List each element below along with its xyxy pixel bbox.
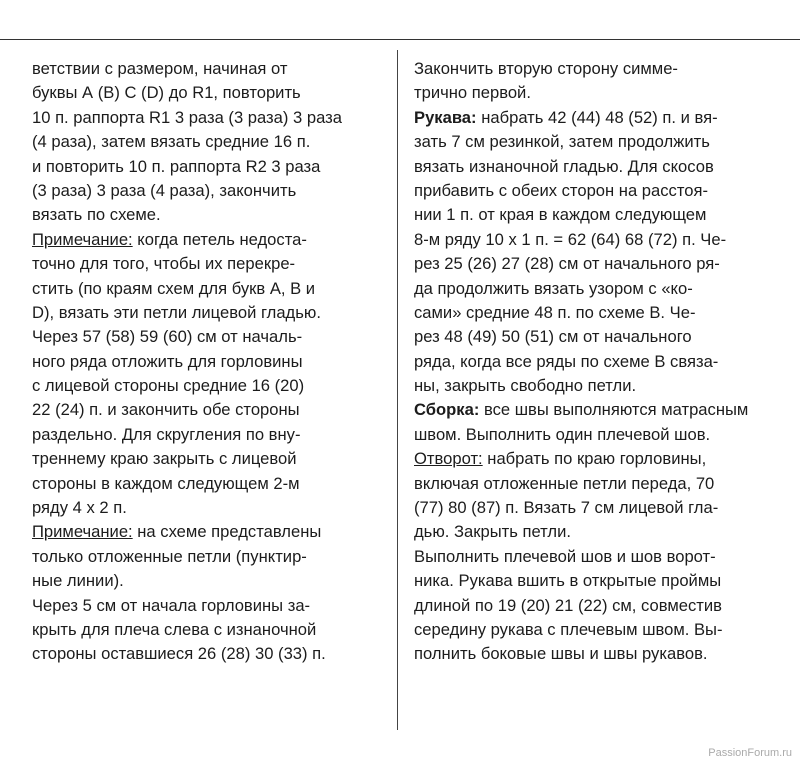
- text-line: D), вязать эти петли лицевой гладью.: [32, 302, 321, 322]
- section-heading: Рукава:: [414, 107, 477, 127]
- text-line: стороны в каждом следующем 2-м: [32, 473, 300, 493]
- text-line: Выполнить плечевой шов и шов ворот-: [414, 546, 716, 566]
- text-line: швом. Выполнить один плечевой шов.: [414, 424, 711, 444]
- text-line: зать 7 см резинкой, затем продолжить: [414, 132, 710, 152]
- note-label: Примечание:: [32, 522, 133, 542]
- text-line: ряда, когда все ряды по схеме В связа-: [414, 351, 719, 371]
- section-assembly: [414, 398, 764, 447]
- text-line: Через 57 (58) 59 (60) см от началь-: [32, 327, 303, 347]
- text-line: рез 48 (49) 50 (51) см от начального: [414, 327, 692, 347]
- watermark: PassionForum.ru: [708, 747, 792, 759]
- text-line: и повторить 10 п. раппорта R2 3 раза: [32, 156, 321, 176]
- top-rule: [0, 39, 800, 40]
- paragraph-pattern-repeat: [32, 57, 386, 228]
- text-line: полнить боковые швы и швы рукавов.: [414, 644, 708, 664]
- text-line: Через 5 см от начала горловины за-: [32, 595, 311, 615]
- text-line: (77) 80 (87) п. Вязать 7 см лицевой гла-: [414, 498, 719, 518]
- text-line: буквы А (В) С (D) до R1, повторить: [32, 83, 301, 103]
- note-cross-stitches: [32, 228, 386, 326]
- text-line: ные линии).: [32, 571, 124, 591]
- note-text: когда петель недоста-: [132, 229, 307, 249]
- paragraph-shoulder: [32, 594, 386, 667]
- text-line: [32, 228, 386, 252]
- text-line: вязать по схеме.: [32, 205, 161, 225]
- text-line: середину рукава с плечевым швом. Вы-: [414, 619, 723, 639]
- text-line: [414, 447, 764, 471]
- note-label: Примечание:: [32, 229, 133, 249]
- text-line: ного ряда отложить для горловины: [32, 351, 303, 371]
- text-line: прибавить с обеих сторон на расстоя-: [414, 180, 709, 200]
- text-line: треннему краю закрыть с лицевой: [32, 449, 297, 469]
- section-sleeves: [414, 106, 764, 399]
- section-text: все швы выполняются матрасным: [479, 400, 749, 420]
- text-line: длиной по 19 (20) 21 (22) см, совместив: [414, 595, 722, 615]
- text-line: ника. Рукава вшить в открытые проймы: [414, 571, 722, 591]
- text-line: с лицевой стороны средние 16 (20): [32, 376, 305, 396]
- note-text: на схеме представлены: [132, 522, 322, 542]
- note-chart: [32, 520, 386, 593]
- text-line: (4 раза), затем вязать средние 16 п.: [32, 132, 311, 152]
- text-line: нии 1 п. от края в каждом следующем: [414, 205, 707, 225]
- text-line: [414, 106, 764, 130]
- text-line: раздельно. Для скругления по вну-: [32, 424, 301, 444]
- text-line: да продолжить вязать узором с «ко-: [414, 278, 693, 298]
- text-line: рез 25 (26) 27 (28) см от начального ря-: [414, 254, 720, 274]
- section-heading: Сборка:: [414, 400, 480, 420]
- text-line: сами» средние 48 п. по схеме В. Че-: [414, 302, 696, 322]
- text-line: (3 раза) 3 раза (4 раза), закончить: [32, 180, 297, 200]
- text-line: ветствии с размером, начиная от: [32, 59, 288, 78]
- text-line: [32, 520, 386, 544]
- text-line: стить (по краям схем для букв А, В и: [32, 278, 316, 298]
- text-line: стороны оставшиеся 26 (28) 30 (33) п.: [32, 644, 326, 664]
- text-line: 8-м ряду 10 х 1 п. = 62 (64) 68 (72) п. Че-: [414, 229, 727, 249]
- paragraph-neckline: [32, 325, 386, 520]
- text-line: [414, 398, 764, 422]
- section-text: набрать по краю горловины,: [482, 449, 707, 469]
- text-line: трично первой.: [414, 83, 531, 103]
- text-line: дью. Закрыть петли.: [414, 522, 571, 542]
- text-line: Закончить вторую сторону симме-: [414, 59, 678, 78]
- text-line: только отложенные петли (пунктир-: [32, 546, 307, 566]
- text-line: ряду 4 х 2 п.: [32, 498, 127, 518]
- right-column: [414, 57, 764, 667]
- section-collar: [414, 447, 764, 667]
- text-line: 10 п. раппорта R1 3 раза (3 раза) 3 раза: [32, 107, 342, 127]
- left-column: [32, 57, 386, 667]
- section-heading: Отворот:: [414, 449, 483, 469]
- section-text: набрать 42 (44) 48 (52) п. и вя-: [476, 107, 718, 127]
- column-divider: [397, 50, 398, 730]
- text-line: точно для того, чтобы их перекре-: [32, 254, 296, 274]
- text-line: крыть для плеча слева с изнаночной: [32, 619, 317, 639]
- text-line: вязать изнаночной гладью. Для скосов: [414, 156, 714, 176]
- text-line: ны, закрыть свободно петли.: [414, 376, 637, 396]
- text-line: 22 (24) п. и закончить обе стороны: [32, 400, 300, 420]
- paragraph-second-side: [414, 57, 764, 106]
- text-line: включая отложенные петли переда, 70: [414, 473, 715, 493]
